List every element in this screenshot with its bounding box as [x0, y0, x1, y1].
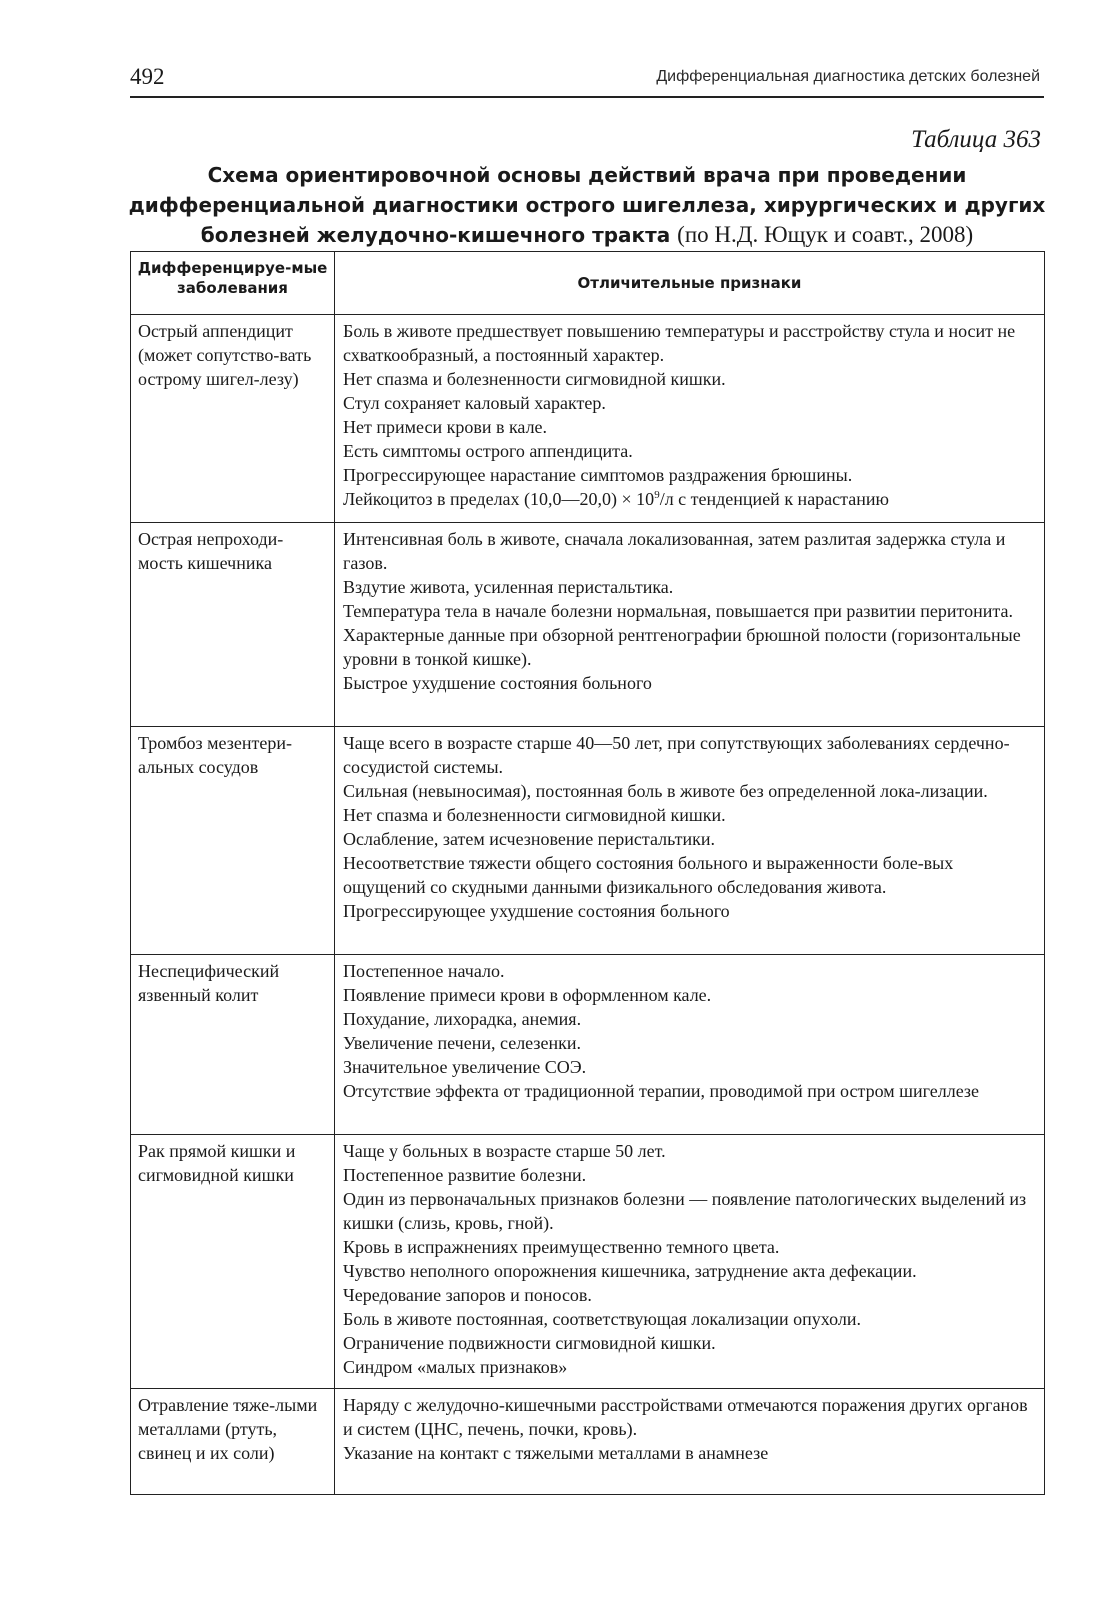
sign-item: Появление примеси крови в оформленном кале.: [343, 985, 712, 1005]
sign-item: Несоответствие тяжести общего состояния больного и выраженности боле-вых ощущений со скудными данными физикального обследования живота.: [343, 853, 954, 897]
sign-item: Характерные данные при обзорной рентгенографии брюшной полости (горизонтальные уровни в тонкой кишке).: [343, 625, 1021, 669]
book-title: Дифференциальная диагностика детских болезней: [656, 68, 1040, 85]
sign-item: Значительное увеличение СОЭ.: [343, 1057, 587, 1077]
sign-item: Отсутствие эффекта от традиционной терапии, проводимой при остром шигеллезе: [343, 1081, 980, 1101]
table-row: [131, 1135, 1045, 1389]
sign-item: Нет спазма и болезненности сигмовидной кишки.: [343, 369, 726, 389]
caption-title: Схема ориентировочной основы действий врача при проведении дифференциальной диагностики острого шигеллеза, хирургических и других болезней желудочно-кишечного тракта: [128, 163, 1046, 247]
exponent: 9: [654, 489, 660, 501]
table-row: [131, 523, 1045, 727]
sign-item: Вздутие живота, усиленная перистальтика.: [343, 577, 674, 597]
sign-item: Сильная (невыносимая), постоянная боль в животе без определенной лока-лизации.: [343, 781, 988, 801]
sign-item: Боль в животе предшествует повышению температуры и расстройству стула и носит не схваткообразный, а постоянный характер.: [343, 321, 1016, 365]
sign-item: Нет примеси крови в кале.: [343, 417, 548, 437]
sign-item: [343, 487, 1038, 511]
sign-item: Постепенное начало.: [343, 961, 505, 981]
sign-item: Есть симптомы острого аппендицита.: [343, 441, 633, 461]
signs-cell: [335, 727, 1045, 955]
sign-item: Указание на контакт с тяжелыми металлами в анамнезе: [343, 1443, 769, 1463]
signs-cell: [335, 523, 1045, 727]
sign-item: Ограничение подвижности сигмовидной кишки.: [343, 1333, 716, 1353]
differential-table: [130, 251, 1045, 1495]
table-caption: [120, 160, 1054, 250]
table-header-row: [131, 252, 1045, 315]
leukocytosis-tail: /л с тенденцией к нарастанию: [659, 489, 889, 509]
page-number: 492: [130, 64, 165, 89]
sign-item: Чувство неполного опорожнения кишечника, затруднение акта дефекации.: [343, 1261, 917, 1281]
sign-item: Чаще у больных в возрасте старше 50 лет.: [343, 1141, 666, 1161]
sign-item: Стул сохраняет каловый характер.: [343, 393, 606, 413]
column-header-diseases: Дифференцируе-мые заболевания: [131, 252, 335, 315]
sign-item: Постепенное развитие болезни.: [343, 1165, 587, 1185]
sign-item: Температура тела в начале болезни нормальная, повышается при развитии перитонита.: [343, 601, 1013, 621]
sign-item: Прогрессирующее ухудшение состояния больного: [343, 901, 730, 921]
signs-cell: [335, 1389, 1045, 1495]
sign-item: Наряду с желудочно-кишечными расстройствами отмечаются поражения других органов и систем (ЦНС, печень, почки, кровь).: [343, 1395, 1028, 1439]
signs-cell: [335, 1135, 1045, 1389]
leukocytosis-text: Лейкоцитоз в пределах (10,0—20,0) × 10: [343, 489, 655, 509]
table-row: [131, 955, 1045, 1135]
caption-source: (по Н.Д. Ющук и соавт., 2008): [677, 222, 974, 247]
disease-cell: Неспецифический язвенный колит: [131, 955, 335, 1135]
running-head: [130, 62, 1044, 98]
sign-item: Синдром «малых признаков»: [343, 1357, 568, 1377]
sign-item: Нет спазма и болезненности сигмовидной кишки.: [343, 805, 726, 825]
disease-cell: Острая непроходи-мость кишечника: [131, 523, 335, 727]
disease-cell: Рак прямой кишки и сигмовидной кишки: [131, 1135, 335, 1389]
table-row: [131, 315, 1045, 523]
signs-cell: [335, 955, 1045, 1135]
sign-item: Кровь в испражнениях преимущественно темного цвета.: [343, 1237, 780, 1257]
disease-cell: Острый аппендицит (может сопутство-вать острому шигел-лезу): [131, 315, 335, 523]
signs-cell: [335, 315, 1045, 523]
sign-item: Интенсивная боль в животе, сначала локализованная, затем разлитая задержка стула и газов.: [343, 529, 1006, 573]
table-row: [131, 727, 1045, 955]
sign-item: Боль в животе постоянная, соответствующая локализации опухоли.: [343, 1309, 861, 1329]
sign-item: Увеличение печени, селезенки.: [343, 1033, 581, 1053]
sign-item: Похудание, лихорадка, анемия.: [343, 1009, 582, 1029]
sign-item: Ослабление, затем исчезновение перистальтики.: [343, 829, 716, 849]
table-row: [131, 1389, 1045, 1495]
table-number: Таблица 363: [911, 126, 1041, 153]
sign-item: Чаще всего в возрасте старше 40—50 лет, при сопутствующих заболеваниях сердечно-сосудистой системы.: [343, 733, 1010, 777]
sign-item: Быстрое ухудшение состояния больного: [343, 673, 652, 693]
disease-cell: Тромбоз мезентери-альных сосудов: [131, 727, 335, 955]
sign-item: Прогрессирующее нарастание симптомов раздражения брюшины.: [343, 465, 853, 485]
column-header-signs: Отличительные признаки: [335, 252, 1045, 315]
disease-cell: Отравление тяже-лыми металлами (ртуть, свинец и их соли): [131, 1389, 335, 1495]
sign-item: Один из первоначальных признаков болезни — появление патологических выделений из кишки (слизь, кровь, гной).: [343, 1189, 1027, 1233]
sign-item: Чередование запоров и поносов.: [343, 1285, 592, 1305]
